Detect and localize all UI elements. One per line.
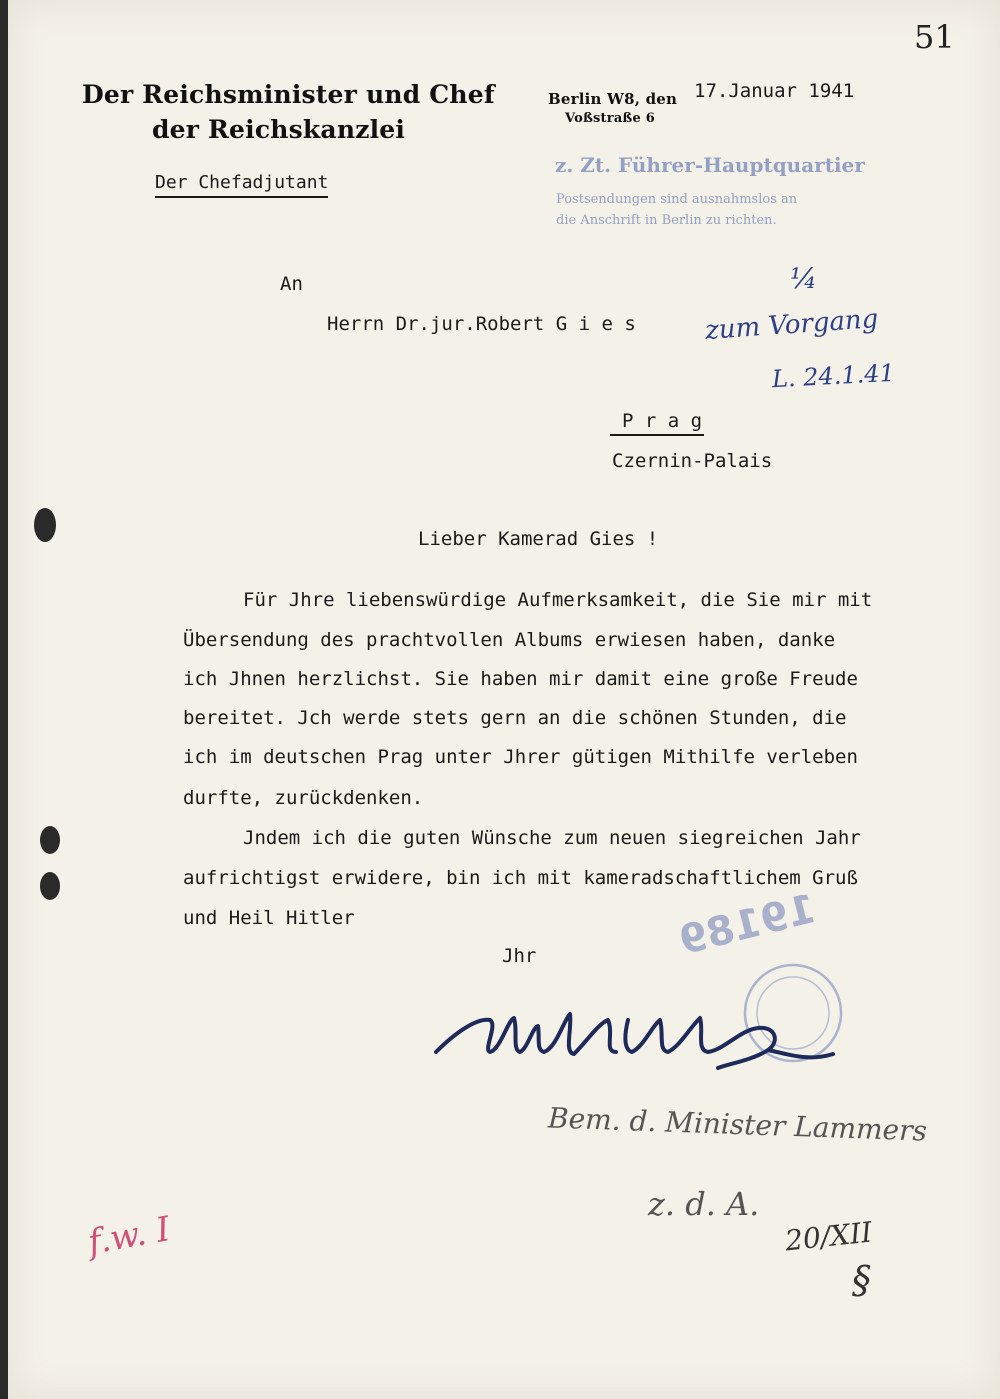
note-initial: §	[852, 1258, 871, 1302]
punch-hole-bottom-b	[40, 872, 60, 900]
closing: Jhr	[502, 945, 537, 967]
body-line-7: Jndem ich die guten Wünsche zum neuen siegreichen Jahr	[243, 827, 861, 849]
body-line-4: bereitet. Jch werde stets gern an die schönen Stunden, die	[183, 707, 847, 729]
punch-hole-top	[34, 508, 56, 542]
note-date: 20/XII	[783, 1215, 874, 1258]
body-line-6: durfte, zurückdenken.	[183, 787, 424, 809]
punch-hole-bottom-a	[40, 826, 60, 854]
letter-date: 17.Januar 1941	[694, 80, 855, 102]
archive-number-stamp: 19189	[674, 885, 821, 965]
hq-stamp-line3: die Anschrift in Berlin zu richten.	[556, 213, 777, 228]
body-line-5: ich im deutschen Prag unter Jhrer gütigen Mithilfe verleben	[183, 746, 858, 768]
salutation: Lieber Kamerad Gies !	[418, 528, 659, 550]
recipient-an: An	[280, 273, 303, 295]
page-number: 51	[914, 18, 955, 56]
letterhead-line2: der Reichskanzlei	[152, 115, 406, 144]
margin-note-initial-date: L. 24.1.41	[771, 358, 896, 394]
recipient-name: Herrn Dr.jur.Robert G i e s	[327, 313, 636, 335]
note-zda: z. d. A.	[648, 1185, 760, 1223]
signature	[428, 990, 848, 1100]
letterhead-line1: Der Reichsminister und Chef	[82, 80, 495, 109]
body-line-8: aufrichtigst erwidere, bin ich mit kameradschaftlichem Gruß	[183, 867, 858, 889]
body-line-9: und Heil Hitler	[183, 907, 355, 929]
body-line-2: Übersendung des prachtvollen Albums erwiesen haben, danke	[183, 629, 836, 651]
note-minister: Bem. d. Minister Lammers	[547, 1101, 928, 1148]
margin-note-mark: ¼	[790, 262, 818, 295]
recipient-address: Czernin-Palais	[612, 450, 773, 472]
margin-note-vorgang: zum Vorgang	[704, 303, 880, 347]
street-address: Voßstraße 6	[565, 111, 655, 126]
body-line-1: Für Jhre liebenswürdige Aufmerksamkeit, die Sie mir mit	[243, 589, 873, 611]
red-pencil-note: f.w. I	[85, 1209, 174, 1263]
hq-stamp-line1: z. Zt. Führer-Hauptquartier	[555, 153, 865, 177]
letterhead-office: Der Chefadjutant	[155, 172, 328, 198]
recipient-city: P r a g	[610, 410, 704, 436]
body-line-3: ich Jhnen herzlichst. Sie haben mir damit eine große Freude	[183, 668, 858, 690]
hq-stamp-line2: Postsendungen sind ausnahmslos an	[556, 192, 798, 207]
city-prefix: Berlin W8, den	[548, 90, 678, 108]
document-page	[8, 0, 1000, 1399]
